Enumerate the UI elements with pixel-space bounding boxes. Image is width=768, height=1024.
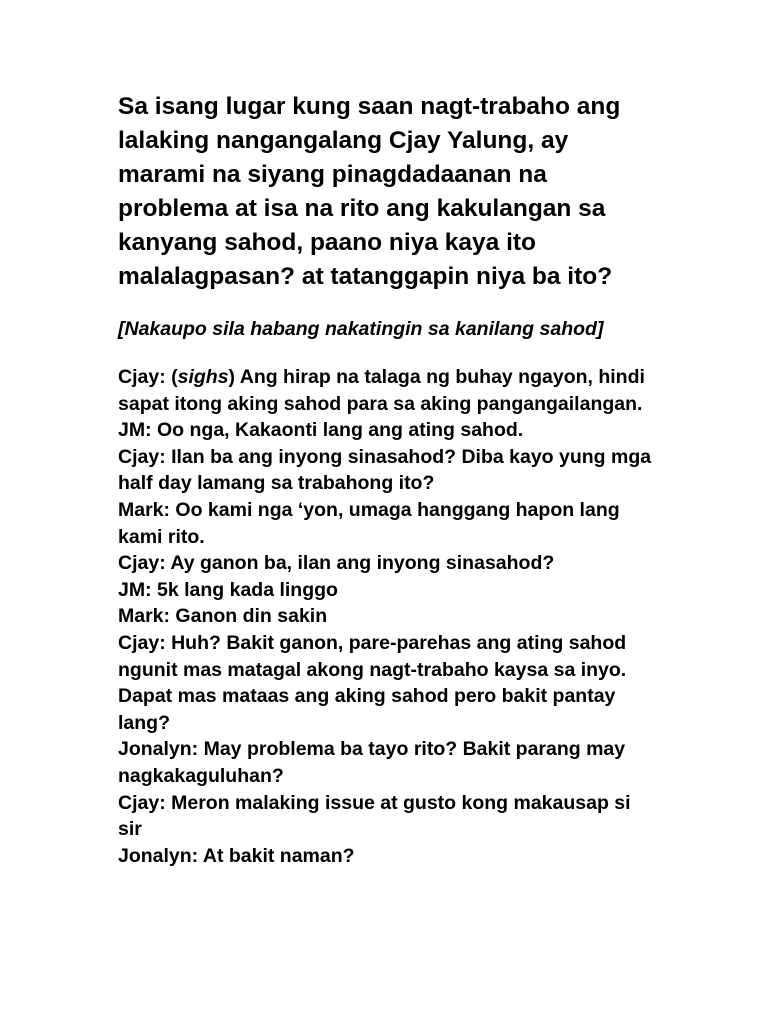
dialogue-line-cjay-1: [118, 364, 658, 417]
dialogue-line-jm-1: JM: Oo nga, Kakaonti lang ang ating sahod.: [118, 419, 524, 442]
dialogue-line-cjay-1-speaker: Cjay: (: [118, 366, 178, 388]
document-page: [118, 90, 658, 869]
dialogue-line-mark-1: Mark: Oo kami nga ‘yon, umaga hanggang hapon lang kami rito.: [118, 498, 620, 548]
stage-emphasis: sighs: [177, 366, 229, 388]
dialogue-line-cjay-1-text: ) Ang hirap na talaga ng buhay ngayon, hindi sapat itong aking sahod para sa aking pangangailangan.: [118, 366, 645, 415]
intro-paragraph: Sa isang lugar kung saan nagt-trabaho ang lalaking nangangalang Cjay Yalung, ay marami na siyang pinagdadaanan na problema at isa na rito ang kakulangan sa kanyang sahod, paano niya kaya ito malalagpasan? at tatanggapin niya ba ito?: [118, 93, 621, 290]
dialogue-line-jm-2: JM: 5k lang kada linggo: [118, 578, 338, 601]
dialogue-line-jonalyn-2: Jonalyn: At bakit naman?: [118, 844, 355, 867]
dialogue-line-mark-2: Mark: Ganon din sakin: [118, 605, 328, 628]
dialogue-line-cjay-5: Cjay: Meron malaking issue at gusto kong makausap si sir: [118, 791, 631, 841]
dialogue-line-cjay-2: Cjay: Ilan ba ang inyong sinasahod? Diba kayo yung mga half day lamang sa trabahong ito?: [118, 445, 652, 495]
stage-direction: [Nakaupo sila habang nakatingin sa kanilang sahod]: [118, 318, 604, 340]
dialogue-block: [118, 364, 658, 869]
dialogue-line-cjay-3: Cjay: Ay ganon ba, ilan ang inyong sinasahod?: [118, 552, 555, 575]
dialogue-line-jonalyn-1: Jonalyn: May problema ba tayo rito? Bakit parang may nagkakaguluhan?: [118, 738, 626, 787]
dialogue-line-cjay-4: Cjay: Huh? Bakit ganon, pare-parehas ang ating sahod ngunit mas matagal akong nagt-trabaho kaysa sa inyo. Dapat mas mataas ang aking sahod pero bakit pantay lang?: [118, 631, 627, 734]
